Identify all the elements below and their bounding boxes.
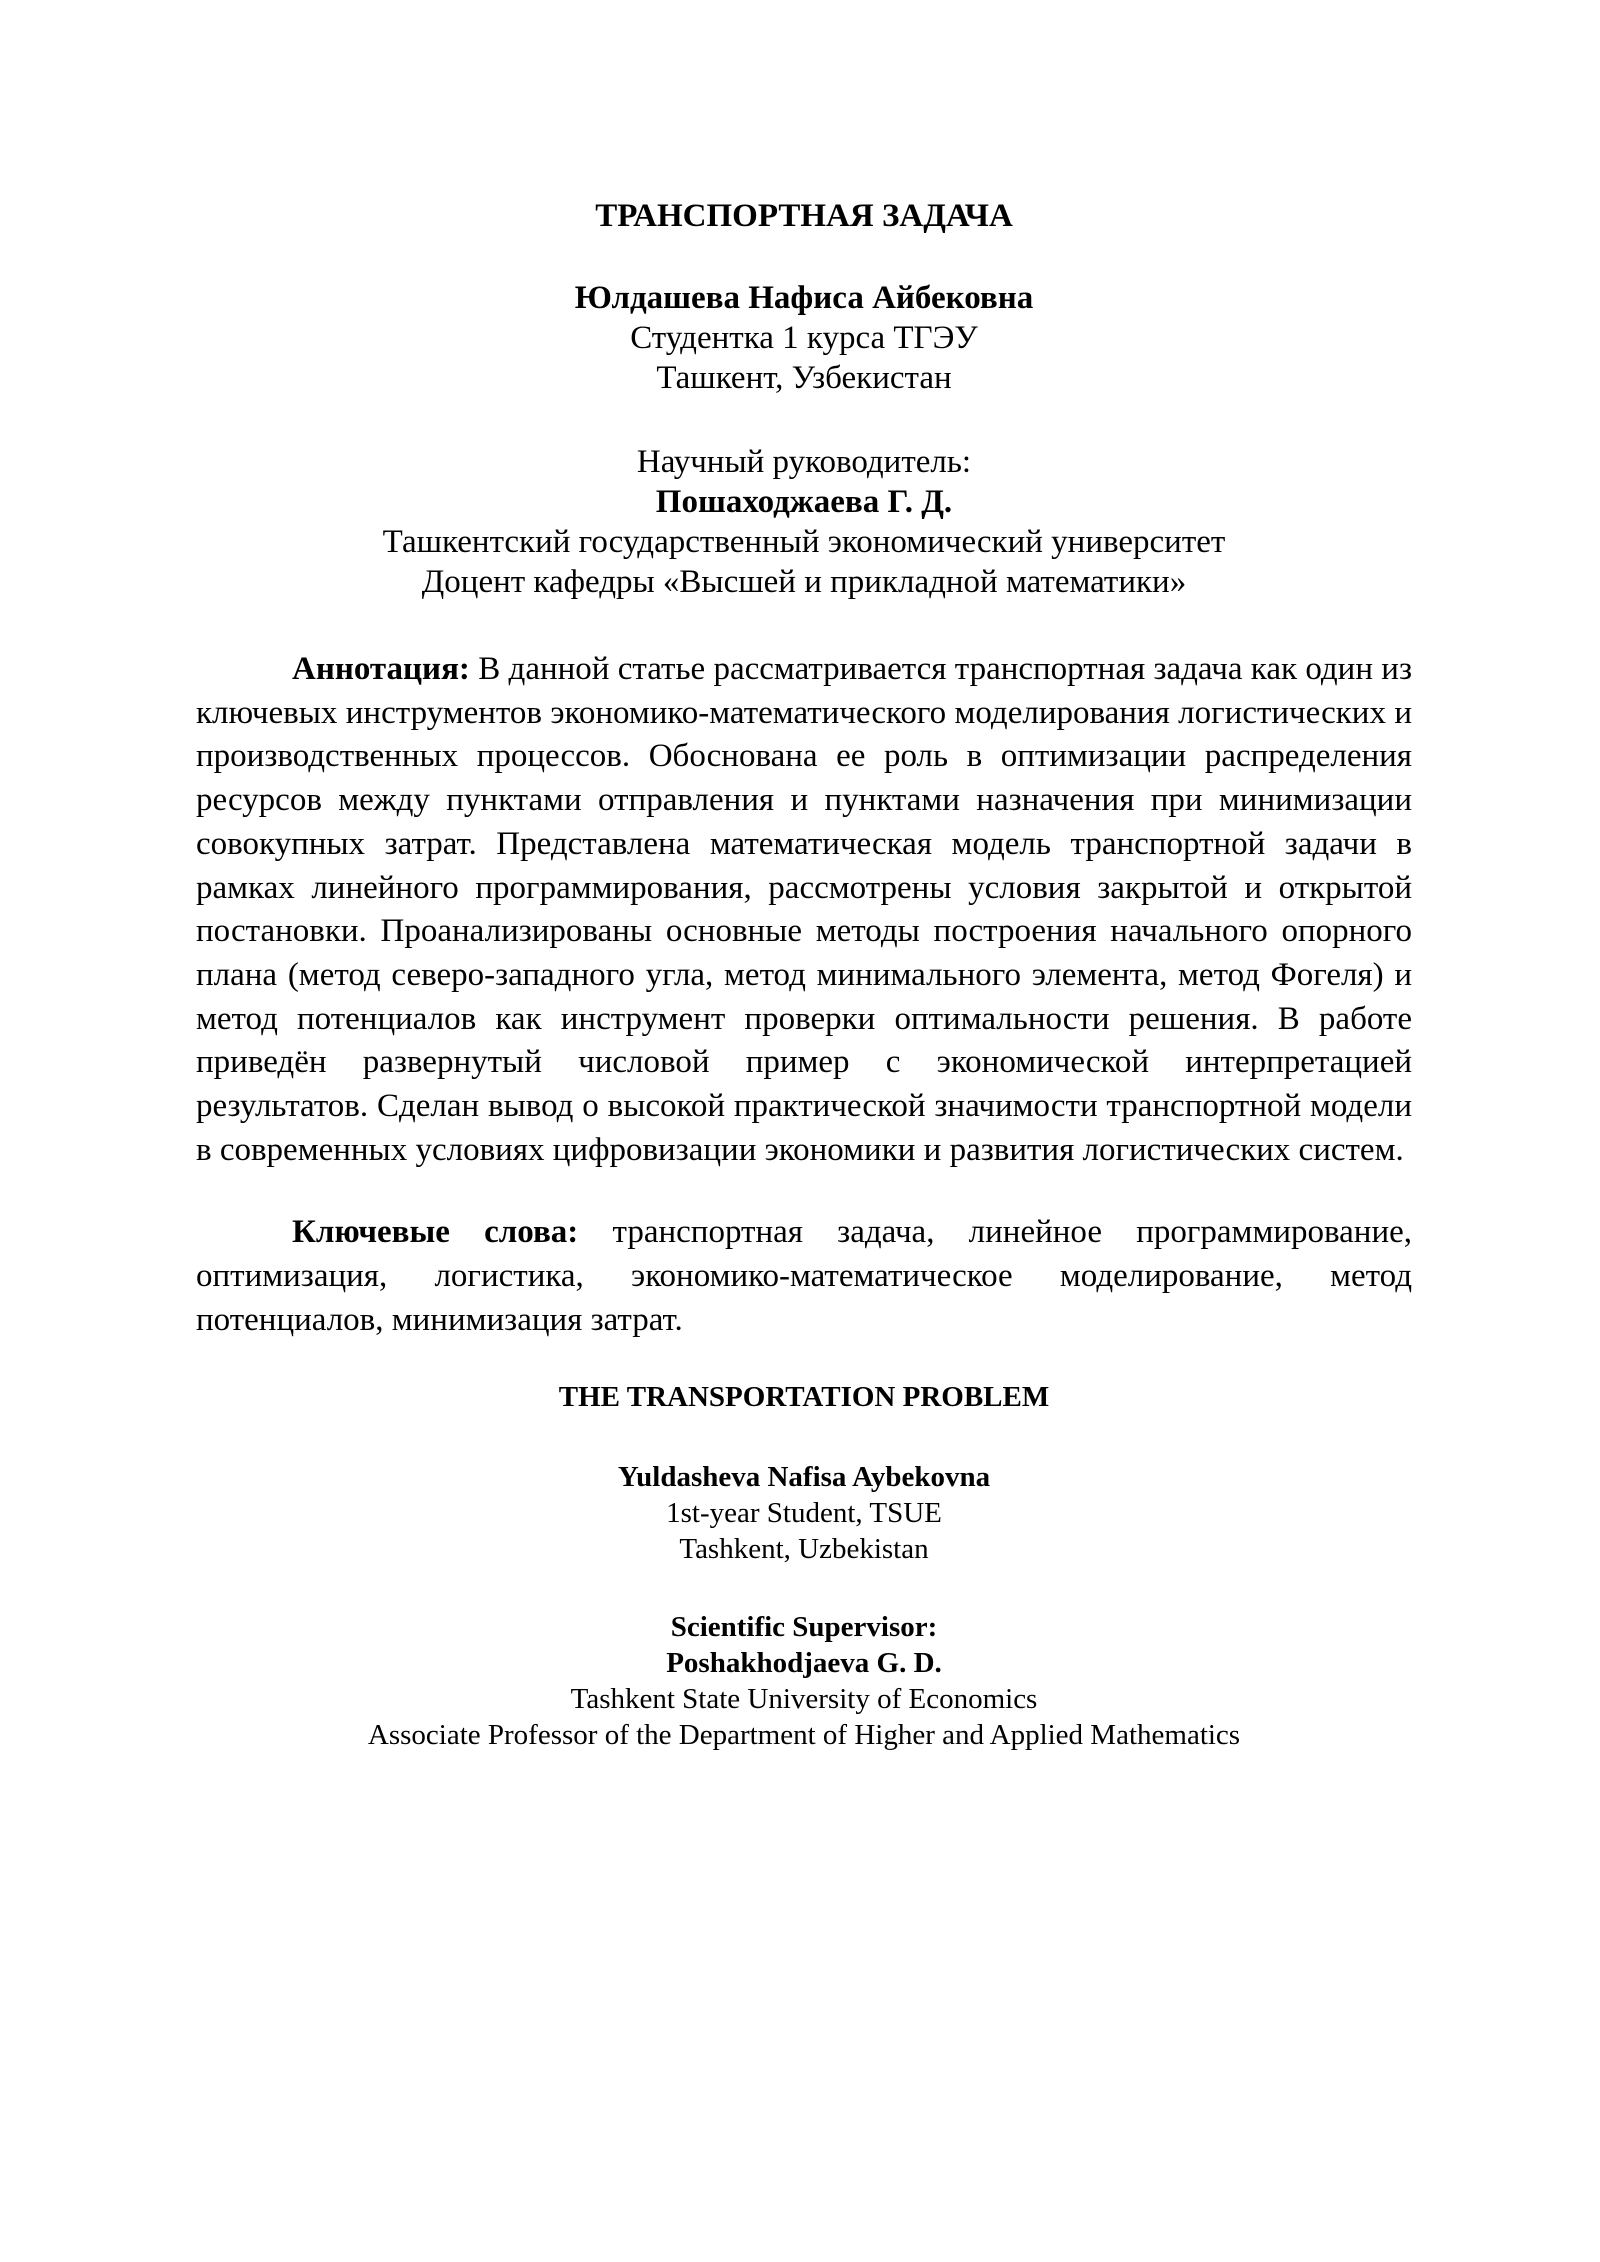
author-block-ru [196, 278, 1412, 398]
keywords-text-ru: транспортная задача, линейное программирование, оптимизация, логистика, экономико-математическое моделирование, метод потенциалов, минимизация затрат. [196, 1214, 1412, 1338]
annotation-text-ru: В данной статье рассматривается транспортная задача как один из ключевых инструментов экономико-математического моделирования логистических и производственных процессов. Обоснована ее роль в оптимизации распределения ресурсов между пунктами отправления и пунктами назначения при минимизации совокупных затрат. Представлена математическая модель транспортной задачи в рамках линейного программирования, рассмотрены условия закрытой и открытой постановки. Проанализированы основные методы построения начального опорного плана (метод северо-западного угла, метод минимального элемента, метод Фогеля) и метод потенциалов как инструмент проверки оптимальности решения. В работе приведён развернутый числовой пример с экономической интерпретацией результатов. Сделан вывод о высокой практической значимости транспортной модели в современных условиях цифровизации экономики и развития логистических систем. [196, 651, 1412, 1168]
supervisor-label-en: Scientific Supervisor: [670, 1610, 938, 1643]
keywords-paragraph-ru [196, 1211, 1412, 1342]
author-name-ru: Юлдашева Нафиса Айбековна [574, 280, 1034, 316]
author-location-en: Tashkent, Uzbekistan [679, 1532, 929, 1565]
annotation-label-ru: Аннотация: [292, 651, 470, 687]
supervisor-label-ru: Научный руководитель: [636, 444, 972, 480]
supervisor-affiliation-en: Tashkent State University of Economics [570, 1682, 1038, 1715]
paper-content [196, 196, 1412, 1753]
author-location-ru: Ташкент, Узбекистан [656, 360, 952, 396]
supervisor-position-en: Associate Professor of the Department of Higher and Applied Mathematics [367, 1718, 1241, 1751]
author-position-ru: Студентка 1 курса ТГЭУ [630, 320, 978, 356]
author-position-en: 1st-year Student, TSUE [666, 1496, 942, 1529]
paper-title-en: THE TRANSPORTATION PROBLEM [558, 1380, 1050, 1413]
annotation-paragraph-ru [196, 648, 1412, 1172]
supervisor-affiliation-ru: Ташкентский государственный экономический университет [382, 524, 1226, 560]
keywords-label-ru: Ключевые слова: [292, 1214, 579, 1251]
author-name-en: Yuldasheva Nafisa Aybekovna [617, 1460, 991, 1493]
supervisor-position-ru: Доцент кафедры «Высшей и прикладной математики» [421, 564, 1187, 600]
supervisor-name-en: Poshakhodjaeva G. D. [666, 1646, 942, 1679]
supervisor-name-ru: Пошаходжаева Г. Д. [655, 484, 953, 520]
author-block-en [196, 1459, 1412, 1567]
supervisor-block-en [196, 1609, 1412, 1753]
supervisor-block-ru [196, 442, 1412, 602]
paper-title-ru: ТРАНСПОРТНАЯ ЗАДАЧА [595, 198, 1013, 234]
